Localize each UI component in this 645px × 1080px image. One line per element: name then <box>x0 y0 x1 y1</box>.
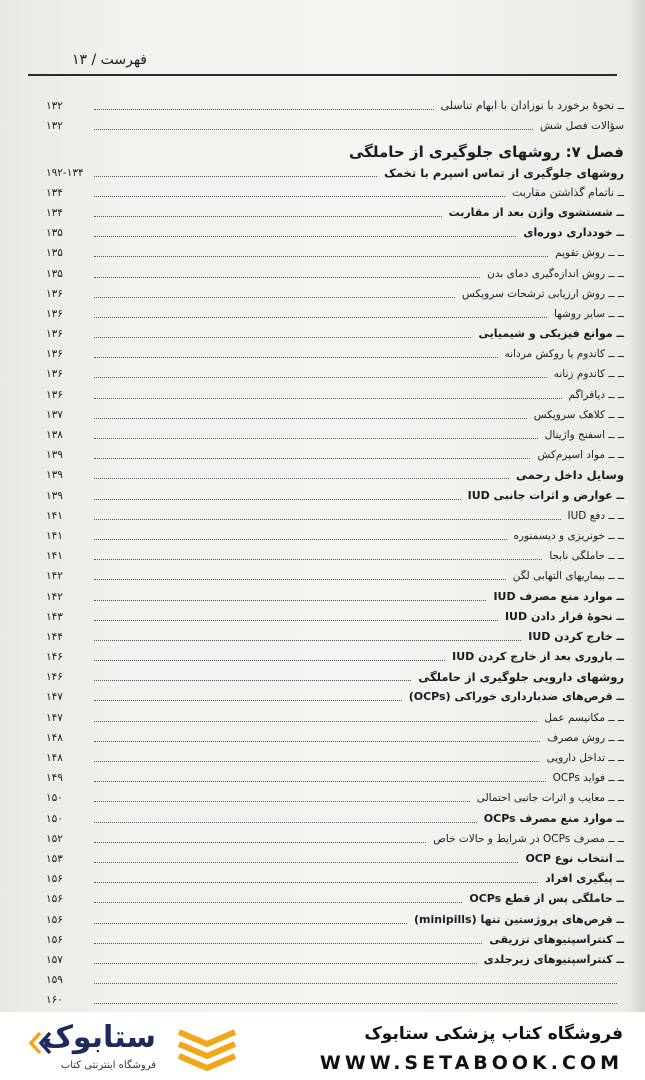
toc-entry-title: ــ ــ اسفنج واژینال <box>544 429 624 441</box>
toc-entry-title: ــ ــ روش تقویم <box>555 247 624 260</box>
toc-entry-page: ۱۵۹ <box>46 974 63 987</box>
dot-leader <box>94 902 462 903</box>
toc-entry-title: روشهای جلوگیری از تماس اسپرم با تخمک <box>384 165 624 180</box>
toc-entry-title: ــ ــ کاندوم یا روکش مردانه <box>504 348 624 361</box>
toc-entry-title: ــ ــ معایب و اثرات جانبی احتمالی <box>476 792 624 805</box>
dot-leader <box>94 600 486 601</box>
toc-entry[interactable] <box>46 826 624 846</box>
toc-entry-title: ــ کنتراسپتیوهای زیرجلدی <box>483 952 624 966</box>
dot-leader <box>94 862 518 863</box>
dot-leader <box>94 297 455 298</box>
toc-entry-title: ــ ــ فواید OCPs <box>552 772 624 785</box>
toc-entry-page: ۱۳۵ <box>46 247 63 260</box>
toc-entry-page: ۱۶۰ <box>46 994 63 1007</box>
dot-leader <box>94 357 498 358</box>
dot-leader <box>94 1003 617 1004</box>
dot-leader <box>94 256 548 257</box>
toc-entry-title: ــ ــ خونریزی و دیسمنوره <box>513 529 624 542</box>
toc-entry-title: ــ ــ مکانیسم عمل <box>544 711 624 724</box>
toc-entry-page: ۱۴۲ <box>46 590 63 603</box>
toc-entry-page: ۱۴۱ <box>46 509 63 522</box>
toc-entry[interactable] <box>46 442 624 462</box>
toc-entry[interactable] <box>46 93 624 113</box>
toc-entry[interactable] <box>46 664 624 684</box>
dot-leader <box>94 236 516 237</box>
toc-entry-title: ــ انتخاب نوع OCP <box>525 851 624 865</box>
store-url-link[interactable]: WWW.SETABOOK.COM <box>319 1052 623 1074</box>
setabook-logo[interactable] <box>22 1020 164 1078</box>
toc-entry-title: ــ ــ روش مصرف <box>547 731 624 744</box>
dot-leader <box>94 539 507 540</box>
toc-entry-page: ۱۳۶ <box>46 388 63 401</box>
page-header <box>28 48 617 76</box>
toc-entry[interactable] <box>46 159 624 179</box>
toc-entry-title: ــ ــ روش ارزیابی ترشحات سرویکس <box>462 287 624 300</box>
dot-leader <box>94 842 426 843</box>
toc-entry-title: ــ ــ کاندوم زنانه <box>553 368 624 381</box>
toc-entry-page: ۱۳۶ <box>46 287 63 300</box>
dot-leader <box>94 761 539 762</box>
toc-entry-title: وسایل داخل رحمی <box>515 468 624 483</box>
toc-entry-page: ۱۳۲ <box>46 120 63 133</box>
toc-entry-title: ــ ــ دفع IUD <box>567 509 624 522</box>
dot-leader <box>94 660 445 661</box>
toc-entry-page: ۱۳۷ <box>46 408 63 421</box>
toc-entry-page: ۱۳۹ <box>46 449 63 462</box>
toc-entry-page: ۱۳۹ <box>46 489 63 502</box>
toc-entry-title: ــ قرص‌های پروژستین تنها (minipills) <box>413 912 624 926</box>
dot-leader <box>94 109 434 110</box>
toc-entry[interactable] <box>46 422 624 442</box>
toc-entry-page: ۱۴۶ <box>46 651 63 664</box>
table-of-contents <box>46 93 624 1007</box>
toc-entry-title: سؤالات فصل شش <box>540 120 624 133</box>
toc-entry-page: ۱۴۱ <box>46 550 63 563</box>
toc-entry[interactable] <box>46 482 624 502</box>
toc-entry-page: ۱۵۲ <box>46 832 63 845</box>
dot-leader <box>94 640 521 641</box>
toc-entry[interactable] <box>46 805 624 825</box>
toc-entry[interactable] <box>46 765 624 785</box>
toc-entry[interactable] <box>46 240 624 260</box>
toc-entry[interactable] <box>46 886 624 906</box>
dot-leader <box>94 196 505 197</box>
toc-entry-page: ۱۳۹ <box>46 469 63 482</box>
toc-entry-title: ــ ــ تداخل دارویی <box>546 752 624 764</box>
dot-leader <box>94 377 547 378</box>
header-title: فهرست / ۱۳ <box>71 52 147 68</box>
footer-banner <box>0 1012 645 1080</box>
toc-entry-title: ــ باروری بعد از خارج کردن IUD <box>452 650 624 664</box>
toc-entry-page: ۱۴۸ <box>46 731 63 744</box>
dot-leader <box>94 963 477 964</box>
toc-entry[interactable] <box>46 725 624 745</box>
toc-entry-title: ــ موارد منع مصرف OCPs <box>483 811 624 825</box>
dot-leader <box>94 620 498 621</box>
toc-entry[interactable] <box>46 341 624 361</box>
dot-leader <box>94 317 547 318</box>
toc-entry-page: ۱۳۵ <box>46 267 63 280</box>
toc-entry-page: ۱۳۴ <box>46 206 63 219</box>
toc-entry-page: ۱۳۶ <box>46 368 63 381</box>
toc-entry[interactable] <box>46 563 624 583</box>
toc-entry-page: ۱۳۸ <box>46 429 63 441</box>
dot-leader <box>94 458 530 459</box>
dot-leader <box>94 721 537 722</box>
dot-leader <box>94 519 561 520</box>
toc-entry-page: ۱۵۶ <box>46 913 63 926</box>
toc-entry[interactable] <box>46 704 624 724</box>
toc-entry[interactable] <box>46 866 624 886</box>
toc-entry[interactable] <box>46 644 624 664</box>
toc-entry-page: ۱۳۶ <box>46 348 63 361</box>
toc-entry-page: ۱۵۶ <box>46 893 63 906</box>
logo-word: ستابوک <box>42 1020 156 1055</box>
toc-entry-title: ــ ــ روش اندازه‌گیری دمای بدن <box>487 267 624 280</box>
toc-entry[interactable] <box>46 947 624 967</box>
toc-entry-page: ۱۵۶ <box>46 873 63 886</box>
toc-entry[interactable] <box>46 260 624 280</box>
toc-entry[interactable] <box>46 987 624 1007</box>
toc-entry-page: ۱۴۸ <box>46 752 63 764</box>
toc-entry-page: ۱۳۶ <box>46 307 63 320</box>
toc-entry-title: ــ ــ دیافراگم <box>568 388 624 401</box>
toc-entry-title: ــ ــ کلاهک سرویکس <box>533 408 624 421</box>
dot-leader <box>94 418 527 419</box>
dot-leader <box>94 438 538 439</box>
toc-entry[interactable] <box>46 745 624 765</box>
toc-entry[interactable] <box>46 402 624 422</box>
toc-entry-title: ــ حاملگی پس از قطع OCPs <box>469 892 624 906</box>
dot-leader <box>94 923 407 924</box>
store-name: فروشگاه کتاب پزشکی ستابوک <box>364 1024 623 1044</box>
toc-entry-page: ۱۵۷ <box>46 953 63 966</box>
toc-entry[interactable] <box>46 846 624 866</box>
dot-leader <box>94 499 461 500</box>
dot-leader <box>94 398 562 399</box>
toc-entry[interactable] <box>46 301 624 321</box>
logo-tagline: فروشگاه اینترنتی کتاب <box>60 1060 156 1071</box>
dot-leader <box>94 700 402 701</box>
toc-entry-title: ــ قرص‌های ضدبارداری خوراکی (OCPs) <box>408 690 624 704</box>
toc-entry-page: ۱۳۵ <box>46 227 63 240</box>
toc-entry[interactable] <box>46 927 624 947</box>
toc-entry-title: ــ پیگیری افراد <box>545 872 624 886</box>
toc-entry[interactable] <box>46 604 624 624</box>
toc-entry-page: ۱۴۴ <box>46 630 63 643</box>
toc-entry-title: ــ کنتراسپتیوهای تزریقی <box>489 932 624 946</box>
dot-leader <box>94 983 617 984</box>
toc-entry-page: ۱۳۲ <box>46 100 63 113</box>
book-stack-icon <box>175 1028 239 1072</box>
toc-entry-title: روشهای دارویی جلوگیری از حاملگی <box>418 670 624 685</box>
toc-entry[interactable] <box>46 200 624 220</box>
toc-entry[interactable] <box>46 180 624 200</box>
dot-leader <box>94 579 506 580</box>
toc-entry-title: ــ موانع فیزیکی و شیمیایی <box>478 327 624 341</box>
toc-entry[interactable] <box>46 543 624 563</box>
toc-entry-page: ۱۴۳ <box>46 610 63 623</box>
toc-entry[interactable] <box>46 624 624 644</box>
dot-leader <box>94 478 509 479</box>
toc-entry[interactable] <box>46 684 624 704</box>
toc-entry[interactable] <box>46 906 624 926</box>
toc-entry-title: ــ ــ مواد اسپرم‌کش <box>537 449 624 462</box>
toc-entry[interactable] <box>46 381 624 401</box>
dot-leader <box>94 943 482 944</box>
toc-entry-page: ۱۴۷ <box>46 711 63 724</box>
toc-entry-page: ۱۳۶ <box>46 328 63 341</box>
dot-leader <box>94 741 540 742</box>
toc-entry[interactable] <box>46 321 624 341</box>
toc-entry-page: ۱۴۶ <box>46 671 63 684</box>
toc-entry-title: ــ موارد منع مصرف IUD <box>493 589 624 603</box>
dot-leader <box>94 216 442 217</box>
toc-entry-page: ۱۴۹ <box>46 772 63 785</box>
toc-entry[interactable] <box>46 361 624 381</box>
toc-entry[interactable] <box>46 281 624 301</box>
toc-entry-page: ۱۵۶ <box>46 933 63 946</box>
toc-entry[interactable] <box>46 523 624 543</box>
toc-entry-title: فصل ۷: روشهای جلوگیری از حاملگی <box>348 143 624 162</box>
toc-entry-page: ۱۴۷ <box>46 691 63 704</box>
toc-entry-page: ۱۵۳ <box>46 852 63 865</box>
toc-entry-page: ۱۵۰ <box>46 792 63 805</box>
toc-entry[interactable] <box>46 113 624 133</box>
toc-entry-page: ۱۹۲-۱۳۴ <box>46 166 84 179</box>
dot-leader <box>94 176 377 177</box>
toc-entry[interactable] <box>46 503 624 523</box>
dot-leader <box>94 129 533 130</box>
chapter-heading[interactable] <box>46 133 624 162</box>
dot-leader <box>94 801 470 802</box>
dot-leader <box>94 822 477 823</box>
toc-entry[interactable] <box>46 967 624 987</box>
toc-entry-title: ــ ــ مصرف OCPs در شرایط و حالات خاص <box>433 832 624 845</box>
dot-leader <box>94 337 471 338</box>
dot-leader <box>94 559 542 560</box>
toc-entry[interactable] <box>46 583 624 603</box>
dot-leader <box>94 882 538 883</box>
dot-leader <box>94 277 480 278</box>
toc-entry-title: ــ ــ حاملگی نابجا <box>549 550 624 563</box>
toc-entry-title: ــ نحوهٔ قرار دادن IUD <box>504 609 624 623</box>
toc-entry-title: ــ خودداری دوره‌ای <box>523 226 624 240</box>
toc-entry-title: ــ عوارض و اثرات جانبی IUD <box>467 488 624 502</box>
toc-entry-page: ۱۳۴ <box>46 186 63 199</box>
toc-entry-title: ــ ــ بیماریهای التهابی لگن <box>512 570 624 583</box>
toc-entry-title: ــ ــ سایر روشها <box>553 307 624 320</box>
toc-entry[interactable] <box>46 462 624 482</box>
toc-entry[interactable] <box>46 785 624 805</box>
toc-entry[interactable] <box>46 220 624 240</box>
toc-entry-page: ۱۵۰ <box>46 812 63 825</box>
toc-entry-title: ــ شستشوی واژن بعد از مقاربت <box>448 205 624 219</box>
dot-leader <box>94 680 411 681</box>
toc-entry-title: ــ خارج کردن IUD <box>528 629 624 643</box>
dot-leader <box>94 781 546 782</box>
toc-entry-page: ۱۴۱ <box>46 529 63 542</box>
toc-entry-title: ــ نحوهٔ برخورد با نوزادان با ابهام تناسلی <box>440 99 624 113</box>
toc-entry-title: ــ ناتمام گذاشتن مقاربت <box>512 185 624 199</box>
toc-entry-page: ۱۴۲ <box>46 570 63 583</box>
